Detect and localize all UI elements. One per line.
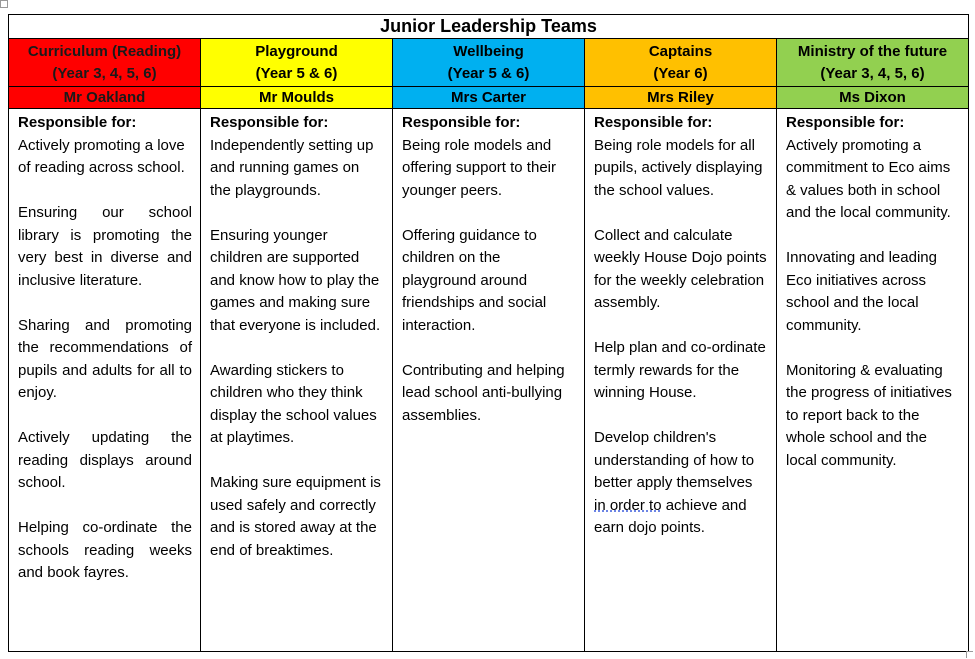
team-header-playground: Playground (Year 5 & 6) (201, 39, 393, 87)
duty-text: Monitoring & evaluating the progress of initiatives to report back to the whole school and the local community. (786, 361, 952, 469)
team-header-captains: Captains (Year 6) (585, 39, 777, 87)
duty-text: Innovating and leading Eco initiatives across school and the local community. (786, 249, 937, 334)
team-lead-curriculum: Mr Oakland (9, 87, 201, 109)
duty-text: Help plan and co-ordinate termly rewards for the winning House. (594, 339, 766, 401)
team-header-curriculum: Curriculum (Reading) (Year 3, 4, 5, 6) (9, 39, 201, 87)
duty-text: Actively promoting a love of reading across school. (18, 136, 185, 176)
duty-text: Develop children's understanding of how to better apply themselves in order to achieve and earn dojo points. (594, 429, 755, 536)
duty-text: Being role models for all pupils, actively displaying the school values. (594, 136, 763, 199)
duty-text: Awarding stickers to children who they think display the school values at playtimes. (210, 361, 377, 446)
duty-text: Ensuring our school library is promoting the very best in diverse and inclusive literature. (18, 204, 192, 289)
duty-text: Offering guidance to children on the playground around friendships and social interaction. (402, 226, 547, 334)
duty-text: Ensuring younger children are supported and know how to play the games and making sure that everyone is included. (210, 226, 381, 334)
duty-text: Actively promoting a commitment to Eco aims & values both in school and the local community. (786, 136, 951, 221)
team-header-wellbeing: Wellbeing (Year 5 & 6) (393, 39, 585, 87)
responsible-label: Responsible for: (18, 114, 137, 131)
spellcheck-squiggle[interactable]: in order to (594, 496, 662, 514)
responsible-label: Responsible for: (594, 114, 713, 131)
duty-text: Making sure equipment is used safely and correctly and is stored away at the end of breaktimes. (210, 474, 381, 559)
team-duties-playground[interactable] (201, 109, 393, 652)
duty-text: Contributing and helping lead school anti-bullying assemblies. (402, 361, 565, 424)
duty-text: Actively updating the reading displays around school. (18, 429, 192, 491)
team-lead-captains: Mrs Riley (585, 87, 777, 109)
responsible-label: Responsible for: (402, 114, 521, 131)
team-header-ministry: Ministry of the future (Year 3, 4, 5, 6) (777, 39, 969, 87)
team-duties-wellbeing[interactable] (393, 109, 585, 652)
duty-text: Being role models and offering support to their younger peers. (402, 136, 556, 199)
leadership-table (8, 14, 969, 652)
table-resize-handle[interactable] (966, 651, 973, 658)
team-duties-ministry[interactable] (777, 109, 969, 652)
responsible-label: Responsible for: (210, 114, 329, 131)
table-move-handle[interactable] (0, 0, 8, 8)
team-duties-curriculum[interactable] (9, 109, 201, 652)
table-title: Junior Leadership Teams (9, 15, 969, 39)
duty-text: Sharing and promoting the recommendations of pupils and adults for all to enjoy. (18, 316, 192, 401)
duty-text: Independently setting up and running games on the playgrounds. (210, 136, 374, 199)
team-duties-captains[interactable] (585, 109, 777, 652)
team-lead-wellbeing: Mrs Carter (393, 87, 585, 109)
duty-text: Helping co-ordinate the schools reading weeks and book fayres. (18, 519, 192, 581)
responsible-label: Responsible for: (786, 114, 905, 131)
team-lead-playground: Mr Moulds (201, 87, 393, 109)
duty-text: Collect and calculate weekly House Dojo points for the weekly celebration assembly. (594, 226, 767, 311)
team-lead-ministry: Ms Dixon (777, 87, 969, 109)
